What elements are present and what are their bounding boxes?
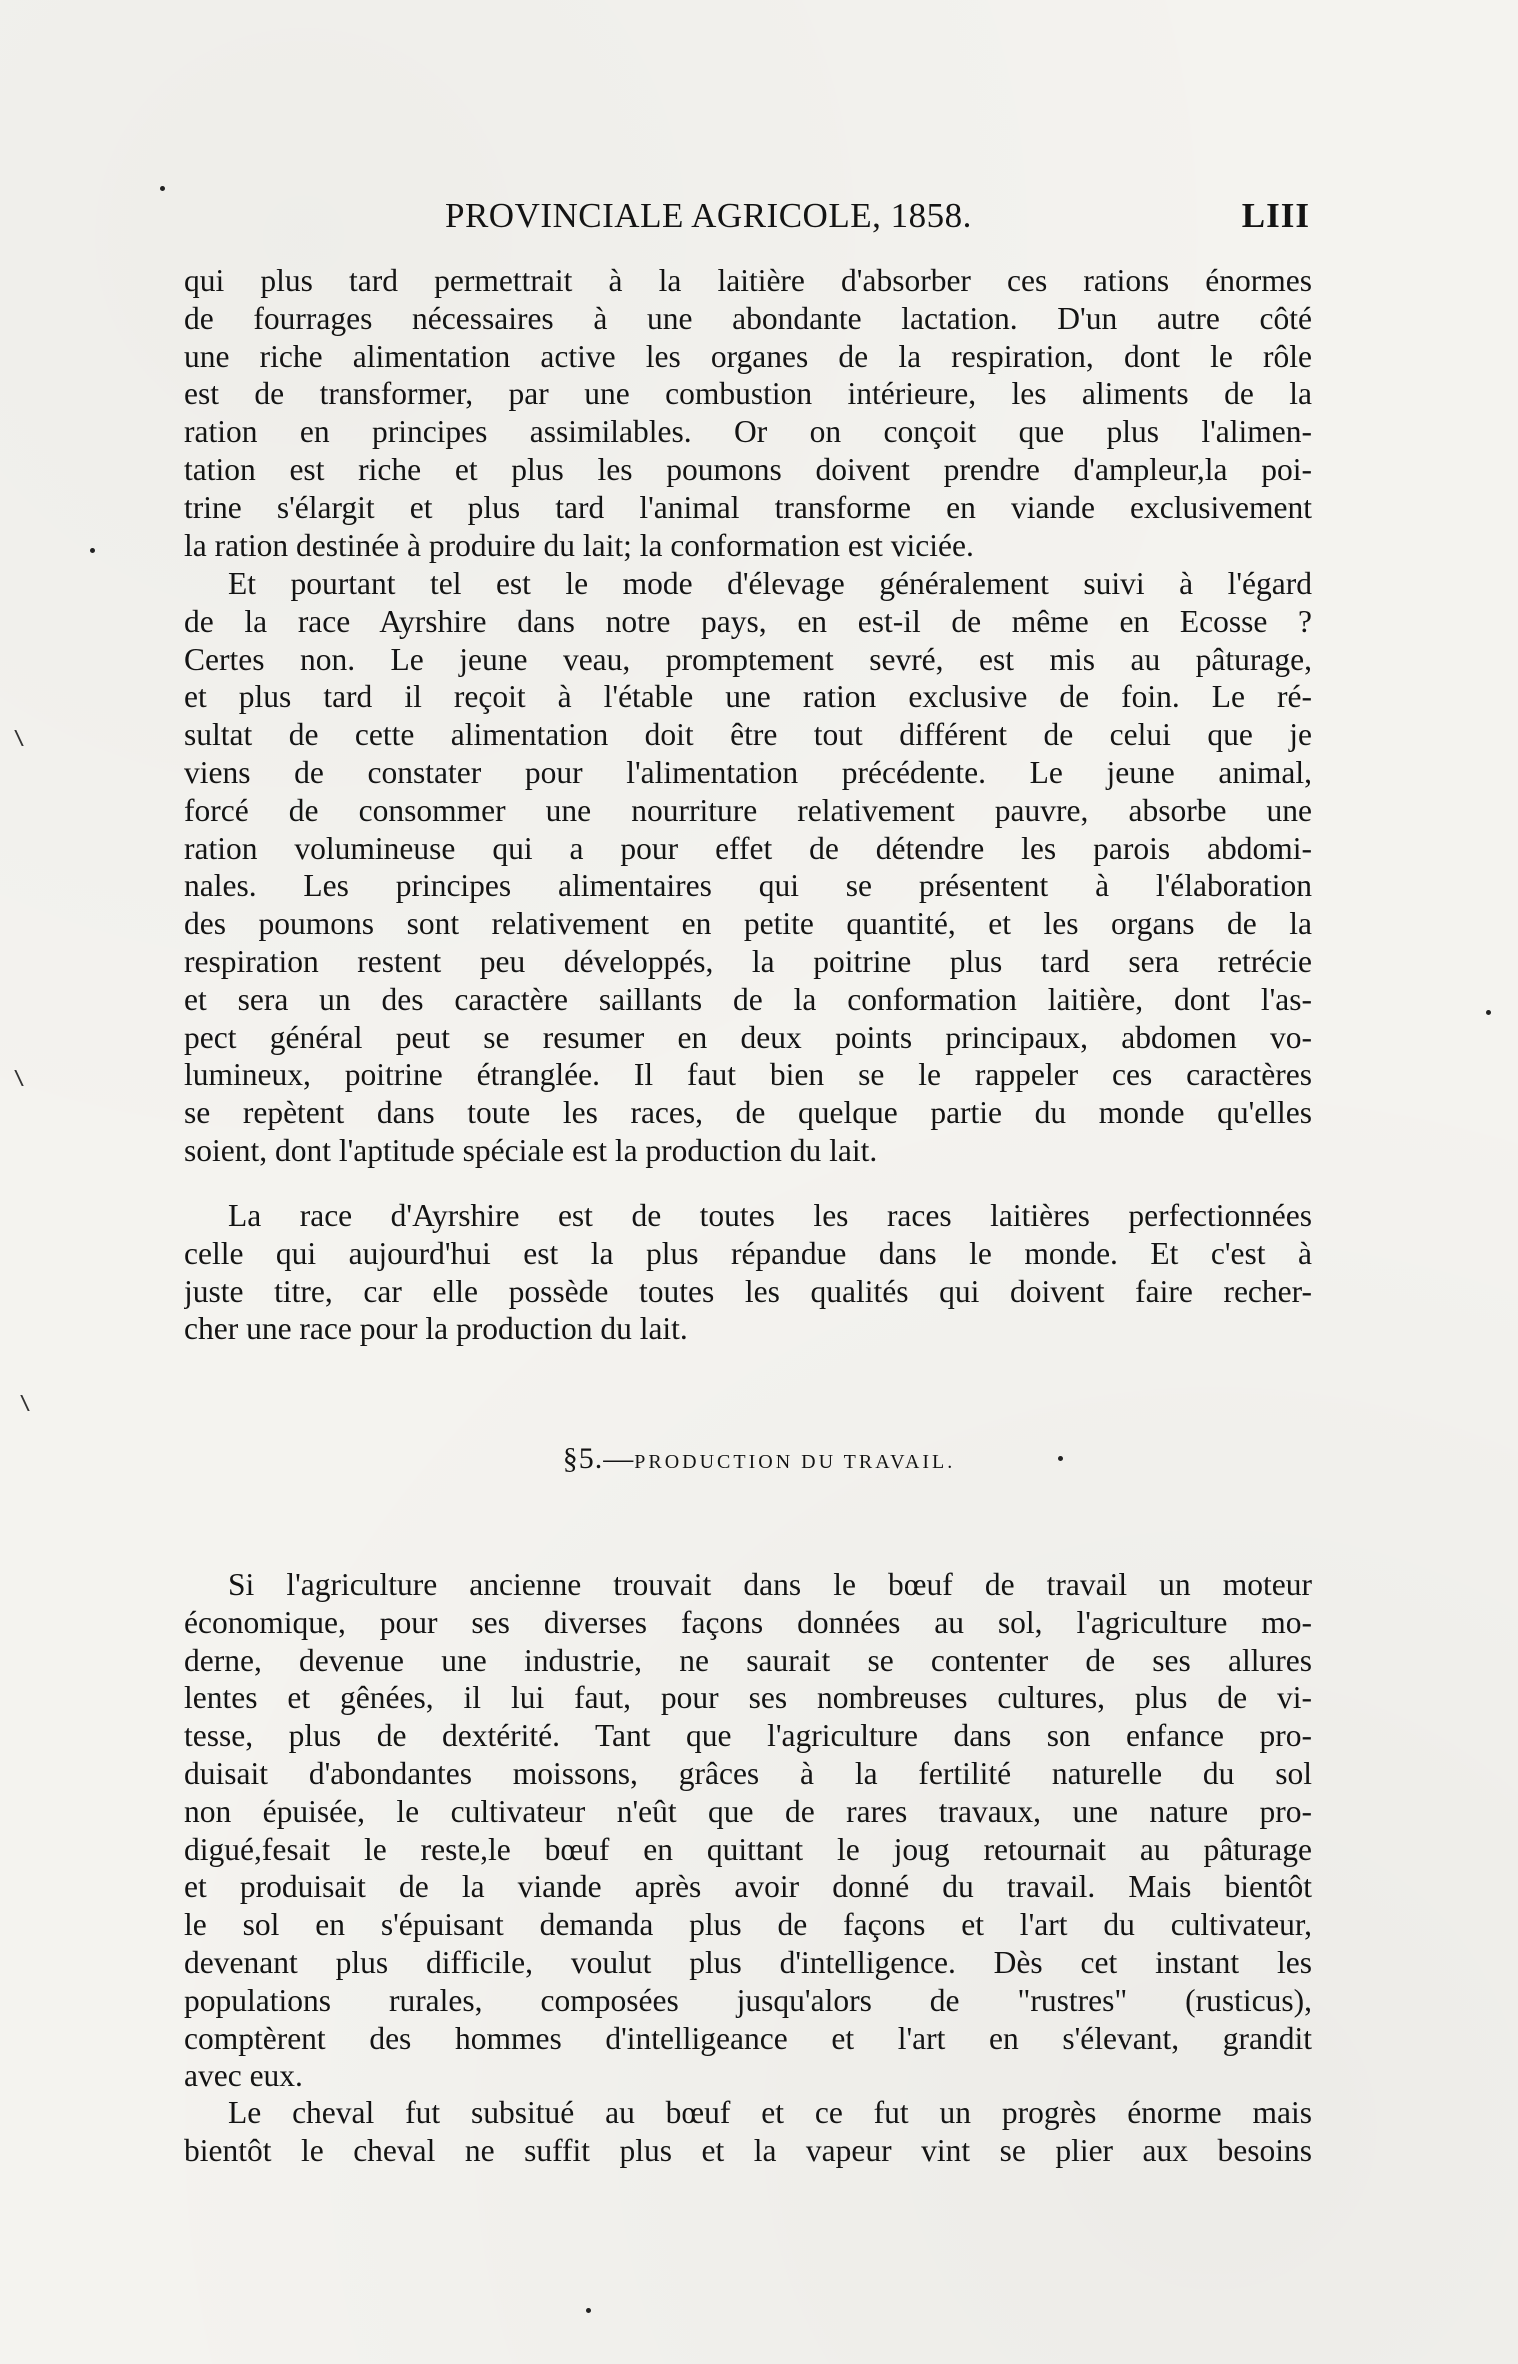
page-header	[180, 196, 1310, 246]
scan-speck	[1486, 1010, 1491, 1015]
paragraph-continued	[184, 262, 1312, 564]
paragraph-ayrshire-rearing	[184, 565, 1312, 1170]
text-line: cher une race pour la production du lait.	[184, 1311, 688, 1347]
scan-speck	[1058, 1456, 1063, 1461]
margin-mark	[20, 1395, 33, 1411]
text-line: bientôt le cheval ne suffit plus et la vapeur vint se plier aux besoins	[184, 2132, 1312, 2168]
text-line: La race d'Ayrshire est de toutes les races laitières perfectionnées	[228, 1198, 1312, 1233]
text-line: et sera un des caractère saillants de la conformation laitière, dont l'as-	[184, 981, 1312, 1017]
text-line: forcé de consommer une nourriture relativement pauvre, absorbe une	[184, 792, 1312, 828]
text-line: qui plus tard permettrait à la laitière d'absorber ces rations énormes	[184, 263, 1312, 298]
text-line: la ration destinée à produire du lait; la conformation est viciée.	[184, 527, 974, 563]
text-line: avec eux.	[184, 2058, 303, 2094]
text-line: et plus tard il reçoit à l'étable une ration exclusive de foin. Le ré-	[184, 679, 1312, 715]
text-line: tesse, plus de dextérité. Tant que l'agriculture dans son enfance pro-	[184, 1718, 1312, 1754]
text-line: de fourrages nécessaires à une abondante lactation. D'un autre côté	[184, 300, 1312, 336]
text-line: Et pourtant tel est le mode d'élevage généralement suivi à l'égard	[228, 566, 1312, 601]
text-line: Certes non. Le jeune veau, promptement sevré, est mis au pâturage,	[184, 641, 1312, 677]
text-line: tation est riche et plus les poumons doivent prendre d'ampleur,la poi-	[184, 451, 1312, 487]
margin-mark	[14, 1070, 27, 1086]
text-line: comptèrent des hommes d'intelligeance et l'art en s'élevant, grandit	[184, 2020, 1312, 2056]
text-line: lumineux, poitrine étranglée. Il faut bien se le rappeler ces caractères	[184, 1057, 1312, 1093]
running-title: PROVINCIALE AGRICOLE, 1858.	[445, 196, 972, 235]
text-line: se repètent dans toute les races, de quelque partie du monde qu'elles	[184, 1095, 1312, 1131]
text-line: pect général peut se resumer en deux points principaux, abdomen vo-	[184, 1019, 1312, 1055]
text-line: lentes et gênées, il lui faut, pour ses nombreuses cultures, plus de vi-	[184, 1680, 1312, 1716]
text-line: ration en principes assimilables. Or on conçoit que plus l'alimen-	[184, 414, 1312, 450]
text-line: est de transformer, par une combustion intérieure, les aliments de la	[184, 376, 1312, 412]
text-line: une riche alimentation active les organes de la respiration, dont le rôle	[184, 338, 1312, 374]
text-line: nales. Les principes alimentaires qui se présentent à l'élaboration	[184, 868, 1312, 904]
text-line: duisait d'abondantes moissons, grâces à la fertilité naturelle du sol	[184, 1755, 1312, 1791]
paragraph-horse-steam	[184, 2094, 1312, 2170]
text-line: derne, devenue une industrie, ne saurait se contenter de ses allures	[184, 1642, 1312, 1678]
text-line: de la race Ayrshire dans notre pays, en est-il de même en Ecosse ?	[184, 603, 1312, 639]
text-line: ration volumineuse qui a pour effet de détendre les parois abdomi-	[184, 830, 1312, 866]
section-heading	[0, 1442, 1518, 1476]
text-line: digué,fesait le reste,le bœuf en quittant le joug retournait au pâturage	[184, 1831, 1312, 1867]
text-line: celle qui aujourd'hui est la plus répandue dans le monde. Et c'est à	[184, 1235, 1312, 1271]
paragraph-ayrshire-spread	[184, 1197, 1312, 1348]
scan-speck	[160, 186, 165, 191]
text-line: populations rurales, composées jusqu'alors de "rustres" (rusticus),	[184, 1982, 1312, 2018]
margin-mark	[14, 730, 27, 746]
text-line: non épuisée, le cultivateur n'eût que de rares travaux, une nature pro-	[184, 1793, 1312, 1829]
text-line: Si l'agriculture ancienne trouvait dans le bœuf de travail un moteur	[228, 1567, 1312, 1602]
text-line: et produisait de la viande après avoir donné du travail. Mais bientôt	[184, 1869, 1312, 1905]
text-line: sultat de cette alimentation doit être tout différent de celui que je	[184, 717, 1312, 753]
text-line: trine s'élargit et plus tard l'animal transforme en viande exclusivement	[184, 489, 1312, 525]
section-number: §5.—	[562, 1442, 635, 1475]
section-title: PRODUCTION DU TRAVAIL.	[634, 1451, 956, 1473]
text-line: devenant plus difficile, voulut plus d'intelligence. Dès cet instant les	[184, 1944, 1312, 1980]
text-line: respiration restent peu développés, la poitrine plus tard sera retrécie	[184, 943, 1312, 979]
text-line: soient, dont l'aptitude spéciale est la production du lait.	[184, 1132, 878, 1168]
text-line: Le cheval fut subsitué au bœuf et ce fut un progrès énorme mais	[228, 2095, 1312, 2130]
paragraph-labour-production	[184, 1566, 1312, 2095]
text-line: le sol en s'épuisant demanda plus de façons et l'art du cultivateur,	[184, 1907, 1312, 1943]
page-number: LIII	[1241, 196, 1310, 235]
text-line: viens de constater pour l'alimentation précédente. Le jeune animal,	[184, 754, 1312, 790]
text-line: juste titre, car elle possède toutes les qualités qui doivent faire recher-	[184, 1273, 1312, 1309]
text-line: des poumons sont relativement en petite quantité, et les organs de la	[184, 906, 1312, 942]
text-line: économique, pour ses diverses façons données au sol, l'agriculture mo-	[184, 1604, 1312, 1640]
scan-speck	[90, 548, 95, 553]
scan-speck	[586, 2308, 591, 2313]
